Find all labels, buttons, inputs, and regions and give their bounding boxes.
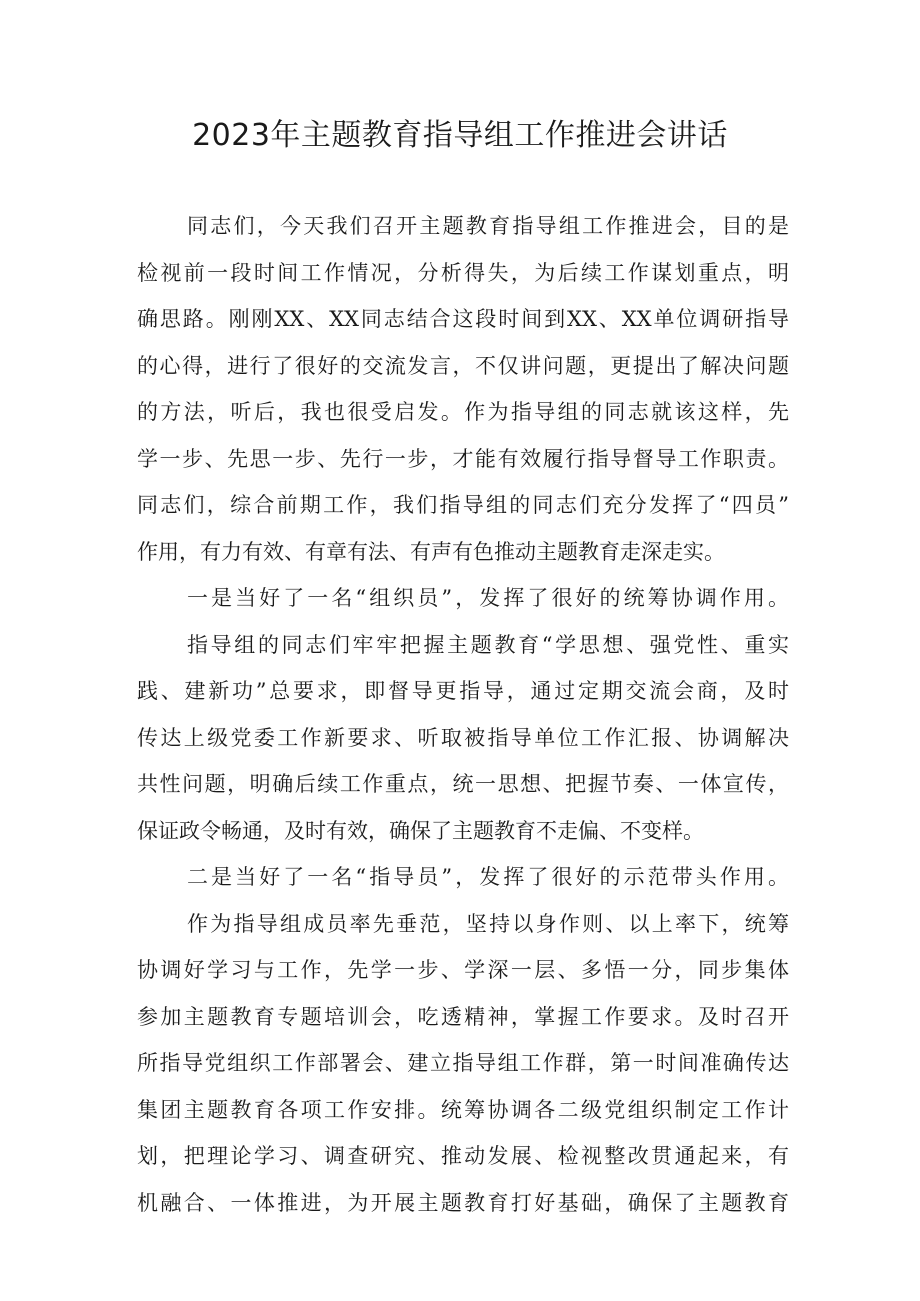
text-line: 同志们，综合前期工作，我们指导组的同志们充分发挥了“四员”: [137, 493, 789, 517]
text-line: 二是当好了一名“指导员”，发挥了很好的示范带头作用。: [187, 865, 789, 889]
text-line: 的心得，进行了很好的交流发言，不仅讲问题，更提出了解决问题: [137, 353, 789, 378]
document-title: 2023年主题教育指导组工作推进会讲话: [192, 118, 728, 153]
text-line: 作为指导组成员率先垂范，坚持以身作则、以上率下，统筹: [187, 911, 789, 936]
text-line: 检视前一段时间工作情况，分析得失，为后续工作谋划重点，明: [137, 260, 789, 285]
text-line: 划，把理论学习、调查研究、推动发展、检视整改贯通起来，有: [137, 1144, 789, 1168]
text-line: 确思路。刚刚XX、XX同志结合这段时间到XX、XX单位调研指导: [137, 307, 789, 331]
text-line: 保证政令畅通，及时有效，确保了主题教育不走偏、不变样。: [137, 818, 704, 843]
text-line: 指导组的同志们牢牢把握主题教育“学思想、强党性、重实: [187, 632, 789, 657]
text-line: 传达上级党委工作新要求、听取被指导单位工作汇报、协调解决: [137, 725, 789, 750]
text-line: 共性问题，明确后续工作重点，统一思想、把握节奏、一体宣传，: [137, 772, 789, 796]
text-line: 集团主题教育各项工作安排。统筹协调各二级党组织制定工作计: [137, 1097, 789, 1122]
text-line: 同志们，今天我们召开主题教育指导组工作推进会，目的是: [187, 214, 789, 238]
text-line: 机融合、一体推进，为开展主题教育打好基础，确保了主题教育: [137, 1190, 789, 1215]
text-line: 的方法，听后，我也很受启发。作为指导组的同志就该这样，先: [137, 400, 789, 424]
text-line: 学一步、先思一步、先行一步，才能有效履行指导督导工作职责。: [137, 446, 789, 471]
text-line: 作用，有力有效、有章有法、有声有色推动主题教育走深走实。: [137, 539, 725, 564]
document-body: [137, 203, 789, 1226]
text-line: 一是当好了一名“组织员”，发挥了很好的统筹协调作用。: [187, 586, 789, 610]
text-line: 践、建新功”总要求，即督导更指导，通过定期交流会商，及时: [137, 679, 789, 703]
text-line: 参加主题教育专题培训会，吃透精神，掌握工作要求。及时召开: [137, 1004, 789, 1029]
text-line: 所指导党组织工作部署会、建立指导组工作群，第一时间准确传达: [137, 1051, 789, 1075]
text-line: 协调好学习与工作，先学一步、学深一层、多悟一分，同步集体: [137, 958, 789, 982]
